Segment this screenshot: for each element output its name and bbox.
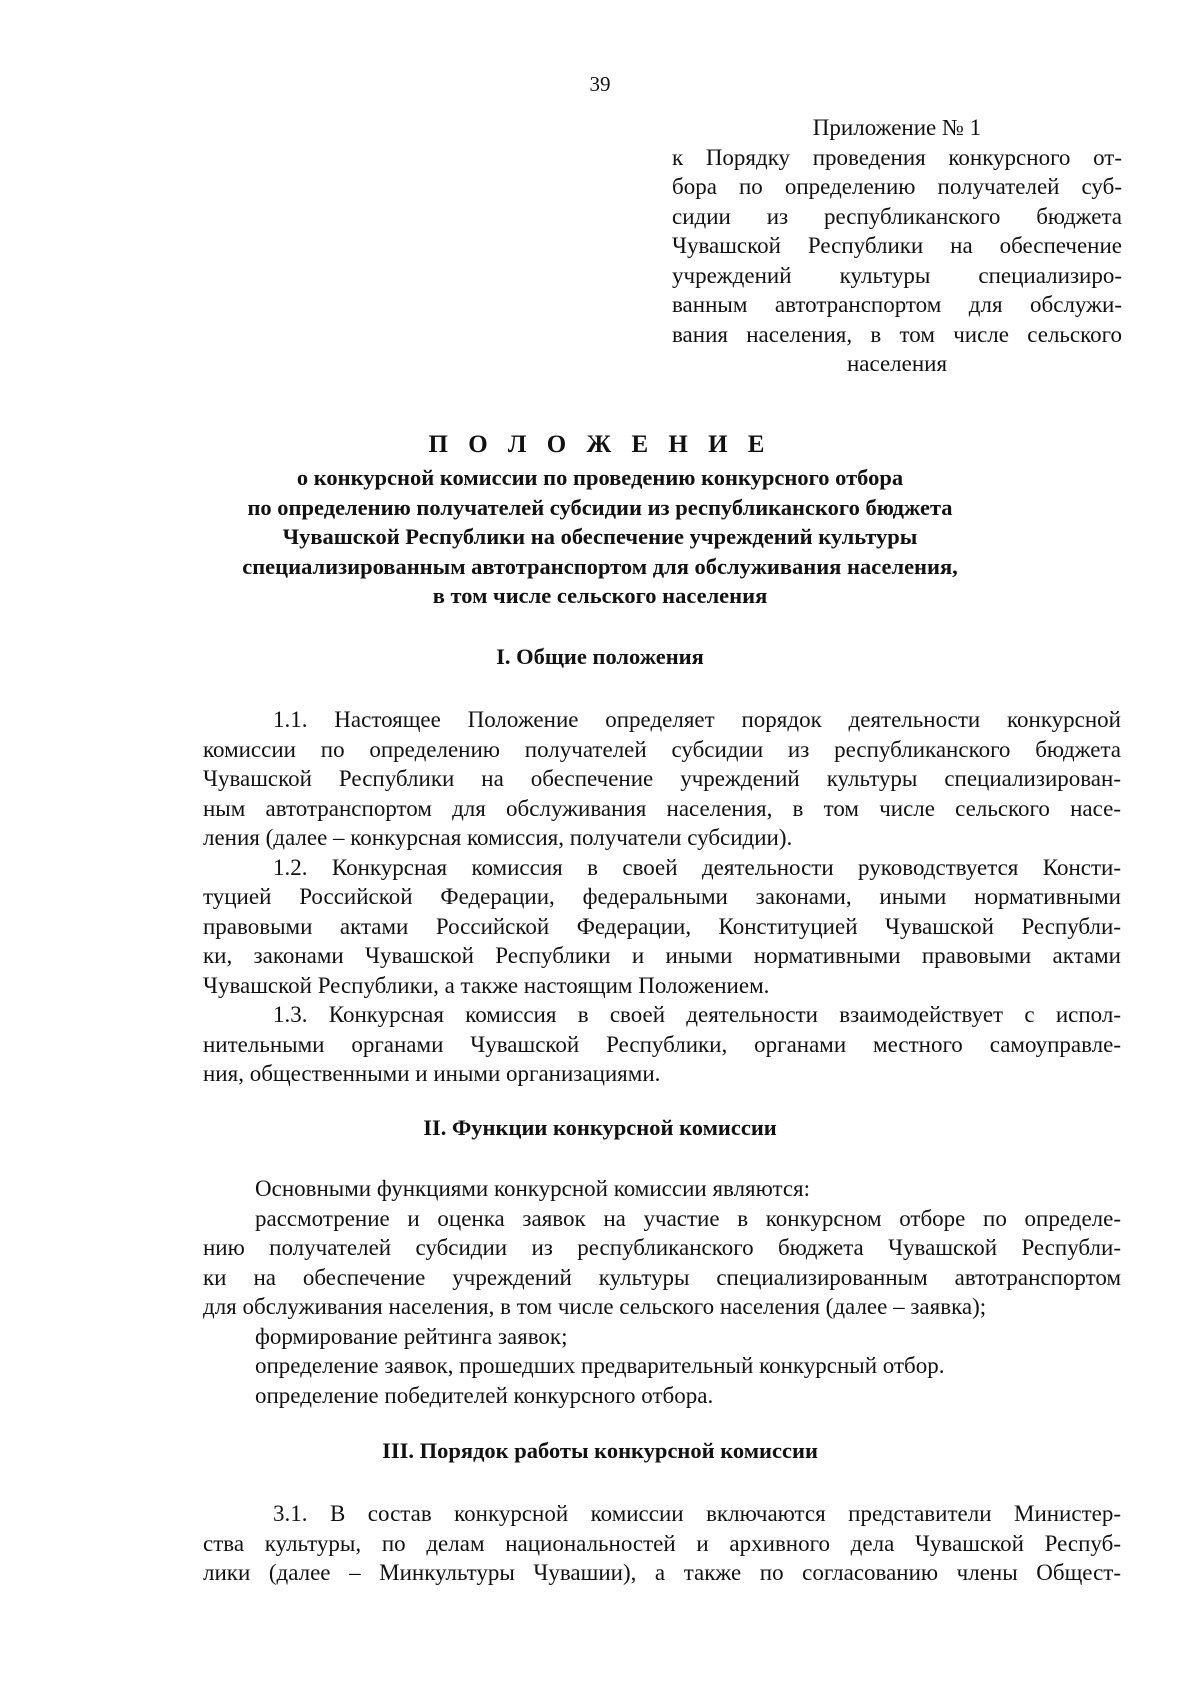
paragraph-1-3 bbox=[203, 1000, 1121, 1089]
appendix-title: Приложение № 1 bbox=[812, 115, 982, 140]
appendix-line: вания населения, в том числе сельского bbox=[672, 321, 1122, 347]
paragraph-line: ки, законами Чувашской Республики и иными нормативными правовыми актами bbox=[203, 943, 1121, 968]
appendix-line: учреждений культуры специализиро- bbox=[672, 262, 1122, 288]
paragraph-3-1 bbox=[203, 1499, 1121, 1588]
paragraph-line: 3.1. В состав конкурсной комиссии включаются представители Министер- bbox=[273, 1501, 1121, 1526]
paragraph-line: комиссии по определению получателей субсидии из республиканского бюджета bbox=[203, 736, 1121, 762]
paragraph-line: ния, общественными и иными организациями. bbox=[203, 1061, 661, 1086]
paragraph-line: 1.3. Конкурсная комиссия в своей деятельности взаимодействует с испол- bbox=[273, 1002, 1121, 1027]
function-item: формирование рейтинга заявок; bbox=[255, 1323, 568, 1349]
subtitle-line: в том числе сельского населения bbox=[432, 583, 768, 609]
subtitle-line: специализированным автотранспортом для обслуживания населения, bbox=[242, 553, 958, 579]
page-number: 39 bbox=[589, 72, 611, 96]
section-2-heading: II. Функции конкурсной комиссии bbox=[423, 1115, 777, 1140]
paragraph-1-2 bbox=[203, 853, 1121, 1001]
subtitle-line: по определению получателей субсидии из республиканского бюджета bbox=[247, 494, 953, 520]
section-1-heading: I. Общие положения bbox=[496, 644, 704, 669]
function-item: рассмотрение и оценка заявок на участие в конкурсном отборе по определе- bbox=[255, 1205, 1121, 1231]
function-item: для обслуживания населения, в том числе сельского населения (далее – заявка); bbox=[203, 1294, 987, 1319]
paragraph-line: нительными органами Чувашской Республики, органами местного самоуправле- bbox=[203, 1031, 1121, 1057]
section-2-body bbox=[203, 1174, 1121, 1410]
function-item: нию получателей субсидии из республиканского бюджета Чувашской Республи- bbox=[203, 1235, 1121, 1260]
paragraph-line: правовыми актами Российской Федерации, Конституцией Чувашской Республи- bbox=[203, 913, 1121, 939]
subtitle-line: Чувашской Республики на обеспечение учреждений культуры bbox=[282, 524, 918, 550]
paragraph-line: 1.1. Настоящее Положение определяет порядок деятельности конкурсной bbox=[273, 707, 1121, 732]
function-item: ки на обеспечение учреждений культуры специализированным автотранспортом bbox=[203, 1264, 1121, 1290]
appendix-body bbox=[672, 143, 1122, 350]
appendix-line: Чувашской Республики на обеспечение bbox=[672, 233, 1122, 258]
subtitle-line: о конкурсной комиссии по проведению конкурсного отбора bbox=[296, 465, 904, 490]
appendix-line: ванным автотранспортом для обслужи- bbox=[672, 292, 1122, 317]
appendix-line: сидии из республиканского бюджета bbox=[672, 203, 1122, 229]
paragraph-line: лики (далее – Минкультуры Чувашии), а также по согласованию члены Общест- bbox=[203, 1560, 1121, 1585]
appendix-line: бора по определению получателей суб- bbox=[672, 174, 1122, 199]
functions-intro: Основными функциями конкурсной комиссии являются: bbox=[255, 1176, 811, 1201]
appendix-header bbox=[672, 113, 1122, 379]
paragraph-line: ства культуры, по делам национальностей и архивного дела Чувашской Респуб- bbox=[203, 1530, 1121, 1556]
function-item: определение победителей конкурсного отбора. bbox=[255, 1382, 714, 1408]
paragraph-line: ным автотранспортом для обслуживания населения, в том числе сельского насе- bbox=[203, 795, 1121, 821]
paragraph-line: туцией Российской Федерации, федеральными законами, иными нормативными bbox=[203, 884, 1121, 909]
paragraph-line: 1.2. Конкурсная комиссия в своей деятельности руководствуется Консти- bbox=[273, 854, 1121, 880]
paragraph-line: ления (далее – конкурсная комиссия, получатели субсидии). bbox=[203, 825, 793, 850]
appendix-last-line: населения bbox=[846, 351, 948, 376]
document-subtitle bbox=[0, 463, 1200, 611]
paragraph-line: Чувашской Республики, а также настоящим Положением. bbox=[203, 972, 770, 998]
function-item: определение заявок, прошедших предварительный конкурсный отбор. bbox=[255, 1353, 945, 1378]
section-3-heading: III. Порядок работы конкурсной комиссии bbox=[382, 1438, 818, 1463]
paragraph-line: Чувашской Республики на обеспечение учреждений культуры специализирован- bbox=[203, 766, 1121, 791]
document-title: П О Л О Ж Е Н И Е bbox=[428, 431, 772, 458]
appendix-line: к Порядку проведения конкурсного от- bbox=[672, 144, 1122, 170]
paragraph-1-1 bbox=[203, 705, 1121, 853]
